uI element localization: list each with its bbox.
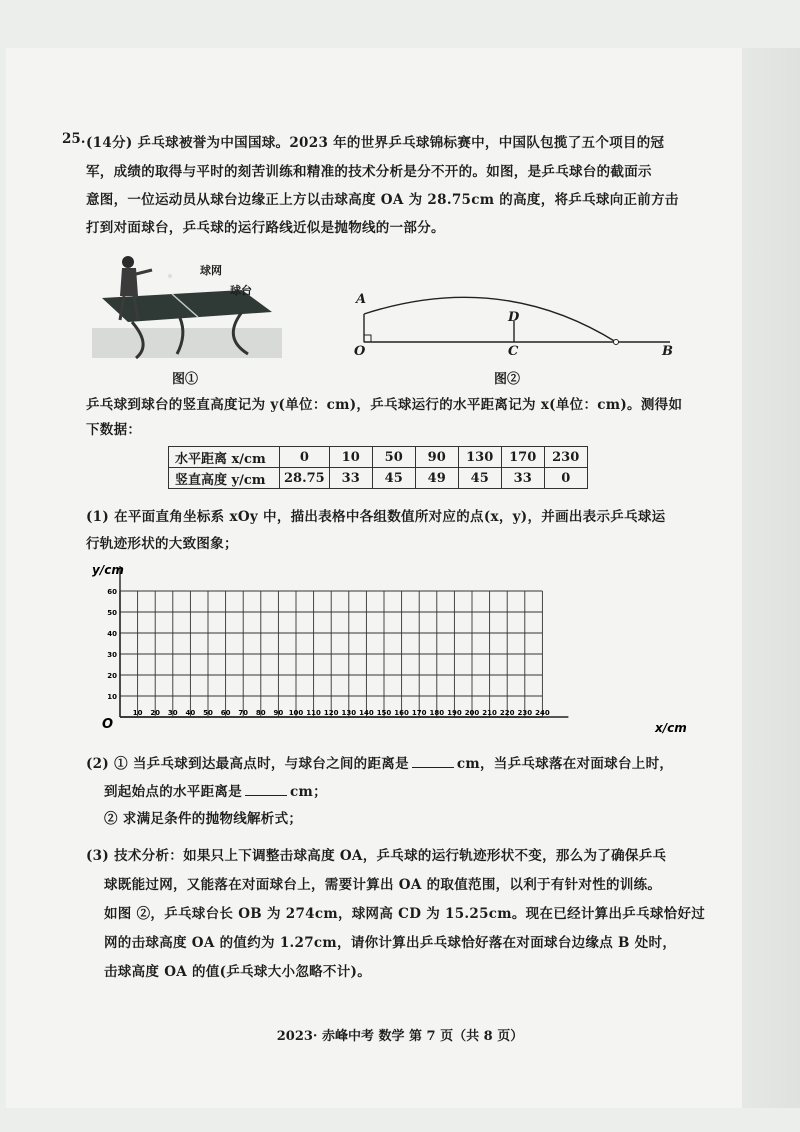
table-cell: 10 <box>329 447 372 468</box>
grid-x-tick-label: 180 <box>429 709 445 717</box>
figure1-table-label: 球台 <box>230 284 252 297</box>
grid-x-tick-label: 160 <box>394 709 409 717</box>
table-header-x: 水平距离 x/cm <box>169 447 280 468</box>
question-line-3: 意图，一位运动员从球台边缘正上方以击球高度 OA 为 28.75cm 的高度，将乒乓球向正前方击 <box>86 192 679 208</box>
grid-y-tick-label: 60 <box>107 588 117 596</box>
grid-y-tick-label: 40 <box>107 630 117 638</box>
table-cell: 90 <box>415 447 458 468</box>
figure2-caption: 图② <box>494 372 521 387</box>
part2-q1-text-c: 到起始点的水平距离是 <box>104 784 242 800</box>
intro-line-1: 乒乓球到球台的竖直高度记为 y(单位：cm)，乒乓球运行的水平距离记为 x(单位：cm)。测得如 <box>86 397 683 413</box>
table-cell: 130 <box>458 447 501 468</box>
grid-x-tick-label: 200 <box>464 709 480 717</box>
grid-y-tick-label: 20 <box>107 672 117 680</box>
grid-x-tick-label: 100 <box>288 709 304 717</box>
grid-x-tick-label: 110 <box>306 709 321 717</box>
grid-x-tick-label: 170 <box>411 709 427 717</box>
figure2-label-A: A <box>356 292 367 307</box>
part3-line-2: 球既能过网，又能落在对面球台上，需要计算出 OA 的取值范围，以利于有针对性的训练。 <box>104 877 662 893</box>
grid-x-tick-label: 120 <box>323 709 339 717</box>
grid-x-axis-label: x/cm <box>655 721 687 735</box>
grid-x-tick-label: 140 <box>359 709 374 717</box>
answer-blank-max-height[interactable] <box>412 767 454 768</box>
figure1-caption: 图① <box>172 372 199 387</box>
question-line-1: (14分) 乒乓球被誉为中国国球。2023 年的世界乒乓球锦标赛中，中国队包揽了五个项目的冠 <box>86 135 665 151</box>
table-cell: 45 <box>458 468 501 489</box>
blank-coordinate-grid <box>90 560 690 745</box>
figure2-label-B: B <box>662 344 673 359</box>
table-cell: 28.75 <box>280 468 330 489</box>
figure2-label-D: D <box>508 310 520 325</box>
grid-x-tick-label: 240 <box>535 709 550 717</box>
table-cell: 0 <box>544 468 587 489</box>
part3-line-4: 网的击球高度 OA 的值约为 1.27cm，请你计算出乒乓球恰好落在对面球台边缘点 B 处时， <box>104 935 677 951</box>
page-footer: 2023· 赤峰中考 数学 第 7 页（共 8 页） <box>276 1029 524 1044</box>
table-cell: 50 <box>372 447 415 468</box>
question-line-2: 军，成绩的取得与平时的刻苦训练和精准的技术分析是分不开的。如图，是乒乓球台的截面示 <box>86 164 652 180</box>
grid-x-tick-label: 80 <box>255 709 266 717</box>
table-row-x <box>169 447 588 468</box>
table-cell: 33 <box>501 468 544 489</box>
part2-line-1 <box>86 752 673 772</box>
grid-x-tick-label: 50 <box>203 709 213 717</box>
grid-y-tick-label: 50 <box>107 609 117 617</box>
figure2-label-C: C <box>508 344 519 359</box>
grid-x-tick-label: 150 <box>376 709 392 717</box>
part3-line-5: 击球高度 OA 的值(乒乓球大小忽略不计)。 <box>104 964 372 980</box>
grid-y-axis-label: y/cm <box>92 563 124 577</box>
grid-x-tick-label: 230 <box>517 709 533 717</box>
grid-y-tick-label: 30 <box>107 651 117 659</box>
grid-x-tick-label: 10 <box>132 709 143 717</box>
table-header-y: 竖直高度 y/cm <box>169 468 280 489</box>
table-cell: 45 <box>372 468 415 489</box>
table-cell: 170 <box>501 447 544 468</box>
data-table <box>168 446 588 489</box>
part2-q1-text-b: cm，当乒乓球落在对面球台上时， <box>456 756 674 772</box>
figure1-table-illustration <box>92 250 282 362</box>
grid-origin-label: O <box>102 717 114 732</box>
grid-x-tick-label: 30 <box>167 709 178 717</box>
grid-x-tick-label: 70 <box>238 709 249 717</box>
part2-line-2 <box>104 780 327 800</box>
grid-x-tick-label: 40 <box>185 709 196 717</box>
table-cell: 230 <box>544 447 587 468</box>
intro-line-2: 下数据： <box>86 422 142 438</box>
question-number: 25. <box>62 131 86 147</box>
grid-y-tick-label: 10 <box>107 693 117 701</box>
part2-line-3: ② 求满足条件的抛物线解析式； <box>104 811 303 827</box>
table-cell: 33 <box>329 468 372 489</box>
part2-q1-text-a: (2) ① 当乒乓球到达最高点时，与球台之间的距离是 <box>86 756 409 772</box>
part1-line-1: (1) 在平面直角坐标系 xOy 中，描出表格中各组数值所对应的点(x，y)，并画出表示乒乓球运 <box>86 509 666 525</box>
page-edge-shadow <box>742 48 800 1108</box>
table-row-y <box>169 468 588 489</box>
part3-line-1: (3) 技术分析：如果只上下调整击球高度 OA，乒乓球的运行轨迹形状不变，那么为了确保乒乓 <box>86 848 667 864</box>
part2-q1-text-d: cm； <box>290 784 327 800</box>
table-cell: 0 <box>280 447 330 468</box>
grid-x-tick-label: 210 <box>482 709 497 717</box>
figure2-label-O: O <box>354 344 366 359</box>
grid-x-tick-label: 220 <box>499 709 515 717</box>
figure1-net-label: 球网 <box>200 264 222 277</box>
part3-line-3: 如图 ②，乒乓球台长 OB 为 274cm，球网高 CD 为 15.25cm。现在已经计算出乒乓球恰好过 <box>104 906 706 922</box>
grid-x-tick-label: 90 <box>273 709 284 717</box>
grid-x-tick-label: 130 <box>341 709 357 717</box>
grid-x-tick-label: 60 <box>220 709 231 717</box>
grid-x-tick-label: 20 <box>150 709 161 717</box>
grid-x-tick-label: 190 <box>447 709 462 717</box>
table-cell: 49 <box>415 468 458 489</box>
answer-blank-landing-distance[interactable] <box>245 795 287 796</box>
part1-line-2: 行轨迹形状的大致图象； <box>86 536 238 552</box>
question-line-4: 打到对面球台，乒乓球的运行路线近似是抛物线的一部分。 <box>86 220 445 236</box>
